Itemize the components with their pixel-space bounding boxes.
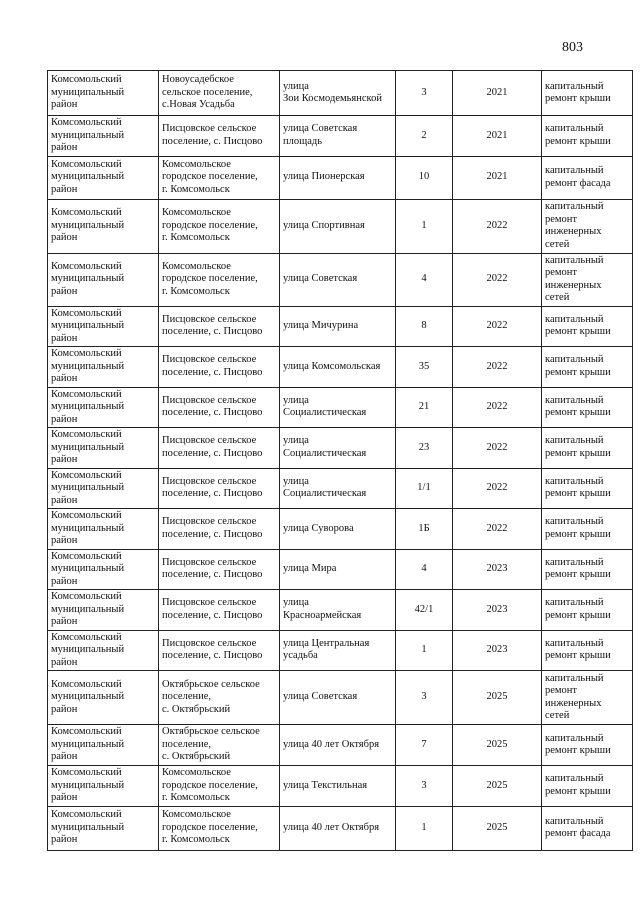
house-number-text: 3 <box>421 86 427 98</box>
year-cell <box>453 116 542 157</box>
street-text: улица Социалистическая <box>283 475 367 500</box>
house-number-text: 1Б <box>418 522 430 534</box>
district-text: Комсомольский муниципальный район <box>51 469 125 506</box>
house-number-cell <box>396 549 453 590</box>
settlement-cell <box>159 306 280 347</box>
street-cell <box>280 468 396 509</box>
settlement-cell <box>159 253 280 306</box>
work-type-text: капитальный ремонт крыши <box>545 435 611 459</box>
work-type-text: капитальный ремонт крыши <box>545 637 611 662</box>
street-cell <box>280 347 396 388</box>
table-body <box>48 71 633 851</box>
settlement-text: Комсомольское городское поселение, г. Комсомольск <box>162 767 258 803</box>
district-cell <box>48 766 159 807</box>
table-row <box>48 725 633 766</box>
settlement-text: Октябрьское сельское поселение, с. Октябрьский <box>162 678 260 715</box>
house-number-cell <box>396 156 453 199</box>
street-text: улица Спортивная <box>283 219 365 231</box>
street-text: улица 40 лет Октября <box>283 738 380 750</box>
house-number-text: 1 <box>421 821 427 833</box>
year-text: 2022 <box>486 320 508 331</box>
settlement-text: Писцовское сельское поселение, с. Писцово <box>162 394 263 419</box>
settlement-cell <box>159 116 280 157</box>
house-number-text: 35 <box>418 360 430 372</box>
street-text: улица Советская площадь <box>283 123 358 147</box>
house-number-cell <box>396 387 453 428</box>
house-number-text: 2 <box>421 129 427 141</box>
year-cell <box>453 468 542 509</box>
settlement-cell <box>159 590 280 631</box>
street-text: улица Пионерская <box>283 171 365 183</box>
house-number-text: 4 <box>421 273 427 285</box>
house-number-text: 8 <box>421 320 427 331</box>
district-cell <box>48 428 159 469</box>
district-cell <box>48 253 159 306</box>
work-type-text: капитальный ремонт крыши <box>545 516 611 540</box>
settlement-text: Комсомольское городское поселение, г. Комсомольск <box>162 809 258 846</box>
work-type-text: капитальный ремонт инженерных сетей <box>545 672 604 721</box>
settlement-text: Писцовское сельское поселение, с. Писцово <box>162 516 263 540</box>
house-number-cell <box>396 199 453 253</box>
year-cell <box>453 199 542 253</box>
year-cell <box>453 253 542 306</box>
settlement-cell <box>159 71 280 116</box>
settlement-cell <box>159 549 280 590</box>
settlement-cell <box>159 199 280 253</box>
work-type-cell <box>542 306 633 347</box>
house-number-cell <box>396 630 453 671</box>
street-cell <box>280 590 396 631</box>
district-text: Комсомольский муниципальный район <box>51 207 125 244</box>
district-cell <box>48 116 159 157</box>
district-text: Комсомольский муниципальный район <box>51 726 125 763</box>
work-type-cell <box>542 253 633 306</box>
table-row <box>48 671 633 725</box>
street-cell <box>280 71 396 116</box>
street-text: улица Социалистическая <box>283 394 367 419</box>
district-text: Комсомольский муниципальный район <box>51 260 125 297</box>
work-type-text: капитальный ремонт крыши <box>545 597 611 621</box>
repair-schedule-table <box>47 70 633 851</box>
house-number-text: 10 <box>418 171 430 183</box>
street-cell <box>280 428 396 469</box>
house-number-cell <box>396 766 453 807</box>
work-type-cell <box>542 347 633 388</box>
year-text: 2025 <box>486 779 508 791</box>
year-text: 2023 <box>486 603 508 615</box>
work-type-cell <box>542 468 633 509</box>
year-text: 2021 <box>486 86 508 98</box>
house-number-cell <box>396 671 453 725</box>
table-row <box>48 116 633 157</box>
year-text: 2021 <box>486 171 508 183</box>
table-row <box>48 347 633 388</box>
settlement-text: Комсомольское городское поселение, г. Комсомольск <box>162 260 258 297</box>
year-cell <box>453 766 542 807</box>
work-type-cell <box>542 671 633 725</box>
work-type-cell <box>542 71 633 116</box>
year-cell <box>453 671 542 725</box>
work-type-text: капитальный ремонт фасада <box>545 165 611 189</box>
street-text: улица Социалистическая <box>283 435 367 459</box>
district-text: Комсомольский муниципальный район <box>51 117 125 153</box>
house-number-text: 42/1 <box>414 603 434 615</box>
settlement-text: Комсомольское городское поселение, г. Комсомольск <box>162 158 258 195</box>
district-cell <box>48 725 159 766</box>
year-text: 2023 <box>486 563 508 574</box>
year-cell <box>453 725 542 766</box>
settlement-cell <box>159 766 280 807</box>
work-type-cell <box>542 116 633 157</box>
year-text: 2022 <box>486 360 508 372</box>
year-cell <box>453 509 542 550</box>
year-cell <box>453 347 542 388</box>
street-text: улица Советская <box>283 273 358 285</box>
table-row <box>48 387 633 428</box>
settlement-cell <box>159 806 280 850</box>
district-cell <box>48 71 159 116</box>
year-cell <box>453 156 542 199</box>
year-text: 2023 <box>486 644 508 655</box>
year-cell <box>453 549 542 590</box>
house-number-text: 3 <box>421 691 427 703</box>
work-type-cell <box>542 387 633 428</box>
table-row <box>48 71 633 116</box>
work-type-cell <box>542 590 633 631</box>
district-cell <box>48 156 159 199</box>
work-type-text: капитальный ремонт крыши <box>545 313 611 338</box>
table-row <box>48 509 633 550</box>
year-text: 2022 <box>486 482 508 493</box>
table-row <box>48 156 633 199</box>
year-text: 2025 <box>486 738 508 750</box>
street-text: улица Зои Космодемьянской <box>283 80 382 104</box>
district-cell <box>48 387 159 428</box>
year-text: 2022 <box>486 219 508 231</box>
street-cell <box>280 156 396 199</box>
settlement-cell <box>159 671 280 725</box>
work-type-text: капитальный ремонт крыши <box>545 80 611 104</box>
table-row <box>48 630 633 671</box>
district-cell <box>48 671 159 725</box>
work-type-cell <box>542 766 633 807</box>
work-type-cell <box>542 549 633 590</box>
table-row <box>48 253 633 306</box>
house-number-cell <box>396 428 453 469</box>
settlement-text: Писцовское сельское поселение, с. Писцово <box>162 313 263 338</box>
settlement-text: Писцовское сельское поселение, с. Писцово <box>162 637 263 662</box>
page-number: 803 <box>562 40 583 55</box>
street-text: улица Центральная усадьба <box>283 637 370 662</box>
street-cell <box>280 387 396 428</box>
district-cell <box>48 590 159 631</box>
district-text: Комсомольский муниципальный район <box>51 678 125 715</box>
district-cell <box>48 549 159 590</box>
table-row <box>48 428 633 469</box>
street-text: улица Комсомольская <box>283 360 381 372</box>
work-type-text: капитальный ремонт крыши <box>545 773 611 797</box>
street-text: улица Мира <box>283 563 337 574</box>
work-type-cell <box>542 725 633 766</box>
year-text: 2025 <box>486 821 508 833</box>
settlement-text: Писцовское сельское поселение, с. Писцово <box>162 597 263 621</box>
house-number-cell <box>396 590 453 631</box>
street-text: улица Красноармейская <box>283 597 362 621</box>
street-cell <box>280 253 396 306</box>
work-type-text: капитальный ремонт крыши <box>545 354 611 378</box>
table-row <box>48 468 633 509</box>
settlement-text: Писцовское сельское поселение, с. Писцово <box>162 123 263 147</box>
street-cell <box>280 671 396 725</box>
settlement-text: Комсомольское городское поселение, г. Комсомольск <box>162 207 258 244</box>
settlement-cell <box>159 725 280 766</box>
table-row <box>48 199 633 253</box>
house-number-text: 4 <box>421 563 427 574</box>
settlement-cell <box>159 468 280 509</box>
house-number-cell <box>396 806 453 850</box>
district-text: Комсомольский муниципальный район <box>51 307 125 344</box>
district-text: Комсомольский муниципальный район <box>51 809 125 846</box>
work-type-cell <box>542 630 633 671</box>
house-number-cell <box>396 347 453 388</box>
work-type-text: капитальный ремонт крыши <box>545 123 611 147</box>
district-cell <box>48 306 159 347</box>
table-row <box>48 549 633 590</box>
district-text: Комсомольский муниципальный район <box>51 74 125 111</box>
settlement-text: Писцовское сельское поселение, с. Писцово <box>162 435 263 459</box>
year-cell <box>453 71 542 116</box>
work-type-cell <box>542 428 633 469</box>
house-number-text: 1 <box>421 644 427 655</box>
work-type-text: капитальный ремонт крыши <box>545 475 611 500</box>
year-cell <box>453 806 542 850</box>
district-cell <box>48 347 159 388</box>
house-number-text: 3 <box>421 779 427 791</box>
house-number-text: 21 <box>418 401 430 412</box>
district-cell <box>48 468 159 509</box>
street-cell <box>280 199 396 253</box>
district-text: Комсомольский муниципальный район <box>51 767 125 803</box>
district-text: Комсомольский муниципальный район <box>51 591 125 627</box>
district-text: Комсомольский муниципальный район <box>51 348 125 384</box>
work-type-text: капитальный ремонт инженерных сетей <box>545 254 604 303</box>
district-cell <box>48 806 159 850</box>
work-type-text: капитальный ремонт крыши <box>545 394 611 419</box>
street-cell <box>280 509 396 550</box>
work-type-text: капитальный ремонт крыши <box>545 732 611 756</box>
settlement-text: Писцовское сельское поселение, с. Писцово <box>162 354 263 378</box>
district-text: Комсомольский муниципальный район <box>51 388 125 425</box>
house-number-cell <box>396 71 453 116</box>
house-number-cell <box>396 116 453 157</box>
year-cell <box>453 387 542 428</box>
table-row <box>48 766 633 807</box>
table-row <box>48 806 633 850</box>
street-text: улица Советская <box>283 691 358 703</box>
street-cell <box>280 116 396 157</box>
year-text: 2022 <box>486 401 508 412</box>
settlement-text: Октябрьское сельское поселение, с. Октябрьский <box>162 726 260 763</box>
street-text: улица Суворова <box>283 522 354 534</box>
year-cell <box>453 590 542 631</box>
settlement-cell <box>159 509 280 550</box>
street-cell <box>280 306 396 347</box>
settlement-cell <box>159 428 280 469</box>
year-text: 2022 <box>486 441 508 453</box>
house-number-text: 1/1 <box>417 482 431 493</box>
street-text: улица Текстильная <box>283 779 368 791</box>
settlement-cell <box>159 630 280 671</box>
year-cell <box>453 306 542 347</box>
street-cell <box>280 725 396 766</box>
table-row <box>48 306 633 347</box>
settlement-text: Писцовское сельское поселение, с. Писцово <box>162 556 263 581</box>
house-number-text: 7 <box>421 738 427 750</box>
work-type-cell <box>542 199 633 253</box>
house-number-cell <box>396 253 453 306</box>
settlement-text: Новоусадебское сельское поселение, с.Новая Усадьба <box>162 74 253 111</box>
year-cell <box>453 630 542 671</box>
street-text: улица 40 лет Октября <box>283 821 380 833</box>
work-type-text: капитальный ремонт фасада <box>545 815 611 839</box>
work-type-text: капитальный ремонт инженерных сетей <box>545 201 604 250</box>
work-type-text: капитальный ремонт крыши <box>545 556 611 581</box>
district-text: Комсомольский муниципальный район <box>51 429 125 465</box>
settlement-cell <box>159 387 280 428</box>
street-text: улица Мичурина <box>283 320 359 331</box>
district-text: Комсомольский муниципальный район <box>51 158 125 195</box>
table-row <box>48 590 633 631</box>
street-cell <box>280 766 396 807</box>
house-number-cell <box>396 509 453 550</box>
house-number-text: 1 <box>421 219 427 231</box>
house-number-cell <box>396 306 453 347</box>
work-type-cell <box>542 509 633 550</box>
district-text: Комсомольский муниципальный район <box>51 510 125 546</box>
street-cell <box>280 630 396 671</box>
year-cell <box>453 428 542 469</box>
street-cell <box>280 549 396 590</box>
district-cell <box>48 630 159 671</box>
house-number-cell <box>396 468 453 509</box>
district-cell <box>48 509 159 550</box>
district-text: Комсомольский муниципальный район <box>51 550 125 587</box>
district-text: Комсомольский муниципальный район <box>51 631 125 668</box>
settlement-text: Писцовское сельское поселение, с. Писцово <box>162 475 263 500</box>
year-text: 2022 <box>486 273 508 285</box>
year-text: 2025 <box>486 691 508 703</box>
settlement-cell <box>159 156 280 199</box>
house-number-text: 23 <box>418 441 430 453</box>
house-number-cell <box>396 725 453 766</box>
settlement-cell <box>159 347 280 388</box>
year-text: 2022 <box>486 522 508 534</box>
work-type-cell <box>542 156 633 199</box>
street-cell <box>280 806 396 850</box>
year-text: 2021 <box>486 129 508 141</box>
district-cell <box>48 199 159 253</box>
work-type-cell <box>542 806 633 850</box>
